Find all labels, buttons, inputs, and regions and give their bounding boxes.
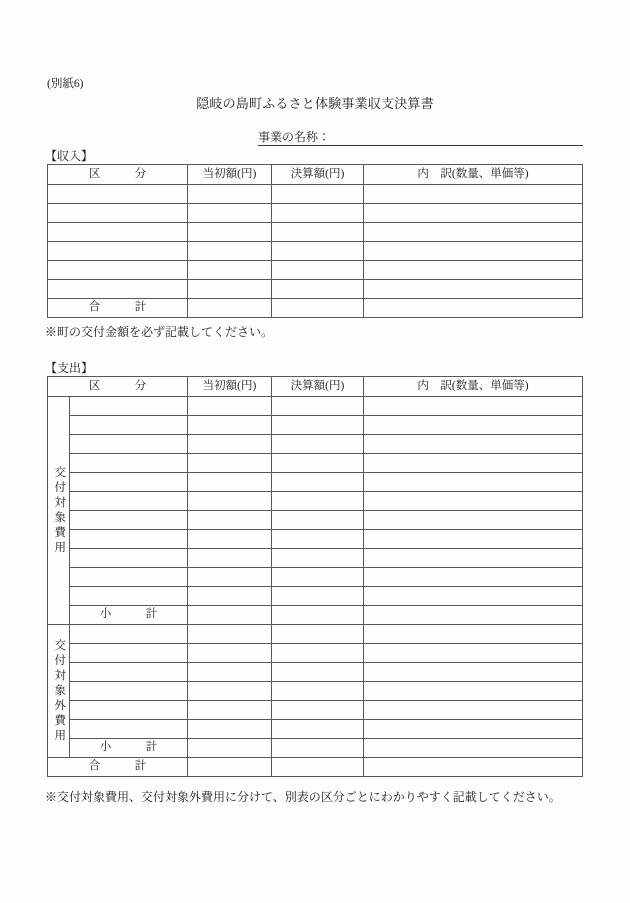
income-cell-initial-amount[interactable]: [188, 204, 272, 223]
expense-cell-settled-amount[interactable]: [272, 492, 364, 511]
expense-cell-kubun[interactable]: [70, 435, 188, 454]
table-row: [48, 587, 583, 606]
expense-subtotal-initial-amount[interactable]: [188, 606, 272, 625]
expense-cell-breakdown[interactable]: [364, 435, 583, 454]
expense-cell-kubun[interactable]: [70, 530, 188, 549]
expense-cell-kubun[interactable]: [70, 568, 188, 587]
expense-cell-breakdown[interactable]: [364, 416, 583, 435]
table-row: [48, 280, 583, 299]
expense-cell-kubun[interactable]: [70, 511, 188, 530]
income-cell-kubun[interactable]: [48, 280, 188, 299]
income-total-settled-amount[interactable]: [272, 299, 364, 318]
expense-cell-settled-amount[interactable]: [272, 644, 364, 663]
table-row: [48, 397, 583, 416]
income-cell-kubun[interactable]: [48, 223, 188, 242]
expense-cell-settled-amount[interactable]: [272, 435, 364, 454]
expense-cell-breakdown[interactable]: [364, 701, 583, 720]
table-row: [48, 549, 583, 568]
table-row: [48, 530, 583, 549]
expense-cell-initial-amount[interactable]: [188, 568, 272, 587]
table-row: [48, 242, 583, 261]
income-total-label: 合 計: [48, 299, 188, 318]
income-cell-kubun[interactable]: [48, 204, 188, 223]
table-row: [48, 416, 583, 435]
income-cell-breakdown[interactable]: [364, 185, 583, 204]
income-col-initial-amount: 当初額(円): [188, 165, 272, 185]
income-note: ※町の交付金額を必ず記載してください。: [45, 325, 274, 339]
income-col-kubun: 区 分: [48, 165, 188, 185]
expense-cell-kubun[interactable]: [70, 625, 188, 644]
page-title: 隠岐の島町ふるさと体験事業収支決算書: [196, 96, 434, 111]
expense-cell-initial-amount[interactable]: [188, 435, 272, 454]
expense-total-label: 合 計: [48, 758, 188, 777]
table-row: [48, 454, 583, 473]
expense-cell-settled-amount[interactable]: [272, 549, 364, 568]
expense-cell-kubun[interactable]: [70, 701, 188, 720]
expense-cell-kubun[interactable]: [70, 549, 188, 568]
expense-cell-breakdown[interactable]: [364, 454, 583, 473]
expense-cell-kubun[interactable]: [70, 682, 188, 701]
expense-cell-initial-amount[interactable]: [188, 682, 272, 701]
expense-cell-breakdown[interactable]: [364, 720, 583, 739]
income-cell-kubun[interactable]: [48, 242, 188, 261]
income-cell-initial-amount[interactable]: [188, 242, 272, 261]
expense-subtotal-initial-amount[interactable]: [188, 739, 272, 758]
expense-cell-breakdown[interactable]: [364, 511, 583, 530]
income-cell-breakdown[interactable]: [364, 280, 583, 299]
expense-cell-settled-amount[interactable]: [272, 530, 364, 549]
expense-cell-initial-amount[interactable]: [188, 663, 272, 682]
income-cell-settled-amount[interactable]: [272, 261, 364, 280]
expense-cell-settled-amount[interactable]: [272, 454, 364, 473]
expense-cell-breakdown[interactable]: [364, 625, 583, 644]
income-cell-initial-amount[interactable]: [188, 185, 272, 204]
income-col-breakdown: 内 訳(数量、単価等): [364, 165, 583, 185]
expense-group-label-eligible-text: 交付対象費用: [53, 465, 66, 556]
table-row: [48, 492, 583, 511]
expense-cell-initial-amount[interactable]: [188, 511, 272, 530]
expense-group-label-ineligible-text: 交付対象外費用: [53, 638, 66, 744]
expense-cell-initial-amount[interactable]: [188, 549, 272, 568]
expense-subtotal-label: 小 計: [70, 606, 188, 625]
expense-cell-kubun[interactable]: [70, 473, 188, 492]
project-name-field[interactable]: [258, 131, 583, 146]
expense-col-breakdown: 内 訳(数量、単価等): [364, 377, 583, 397]
table-row: [48, 682, 583, 701]
table-row: [48, 663, 583, 682]
table-row: [48, 185, 583, 204]
expense-cell-settled-amount[interactable]: [272, 682, 364, 701]
expense-subtotal-row-eligible: [48, 606, 583, 625]
expense-cell-breakdown[interactable]: [364, 682, 583, 701]
expense-cell-settled-amount[interactable]: [272, 587, 364, 606]
expense-col-kubun: 区 分: [48, 377, 188, 397]
attachment-number: (別紙6): [47, 78, 84, 90]
income-total-row: [48, 299, 583, 318]
income-section-caption: 【収入】: [45, 149, 94, 163]
expense-cell-initial-amount[interactable]: [188, 416, 272, 435]
expense-cell-settled-amount[interactable]: [272, 473, 364, 492]
expense-cell-breakdown[interactable]: [364, 473, 583, 492]
expense-cell-kubun[interactable]: [70, 644, 188, 663]
income-cell-breakdown[interactable]: [364, 242, 583, 261]
table-row: [48, 223, 583, 242]
expense-cell-initial-amount[interactable]: [188, 701, 272, 720]
expense-cell-kubun[interactable]: [70, 416, 188, 435]
income-cell-settled-amount[interactable]: [272, 185, 364, 204]
expense-cell-initial-amount[interactable]: [188, 492, 272, 511]
expense-cell-settled-amount[interactable]: [272, 720, 364, 739]
expense-cell-breakdown[interactable]: [364, 663, 583, 682]
expense-cell-initial-amount[interactable]: [188, 625, 272, 644]
income-total-breakdown[interactable]: [364, 299, 583, 318]
income-cell-breakdown[interactable]: [364, 223, 583, 242]
income-cell-breakdown[interactable]: [364, 261, 583, 280]
expense-total-initial-amount[interactable]: [188, 758, 272, 777]
expense-cell-breakdown[interactable]: [364, 568, 583, 587]
income-col-settled-amount: 決算額(円): [272, 165, 364, 185]
expense-cell-settled-amount[interactable]: [272, 511, 364, 530]
expense-subtotal-breakdown[interactable]: [364, 739, 583, 758]
income-cell-initial-amount[interactable]: [188, 261, 272, 280]
expense-cell-initial-amount[interactable]: [188, 720, 272, 739]
table-row: [48, 204, 583, 223]
expense-table-header-row: [48, 377, 583, 397]
income-total-initial-amount[interactable]: [188, 299, 272, 318]
expense-group-label-ineligible: [48, 625, 70, 758]
expense-cell-breakdown[interactable]: [364, 587, 583, 606]
table-row: [48, 720, 583, 739]
project-name-label: 事業の名称：: [258, 130, 331, 144]
expense-cell-initial-amount[interactable]: [188, 397, 272, 416]
expense-cell-breakdown[interactable]: [364, 492, 583, 511]
income-cell-breakdown[interactable]: [364, 204, 583, 223]
expense-cell-settled-amount[interactable]: [272, 701, 364, 720]
income-cell-initial-amount[interactable]: [188, 280, 272, 299]
expense-subtotal-breakdown[interactable]: [364, 606, 583, 625]
income-cell-settled-amount[interactable]: [272, 242, 364, 261]
expense-col-initial-amount: 当初額(円): [188, 377, 272, 397]
table-row: [48, 261, 583, 280]
expense-total-breakdown[interactable]: [364, 758, 583, 777]
expense-total-settled-amount[interactable]: [272, 758, 364, 777]
income-cell-settled-amount[interactable]: [272, 223, 364, 242]
expense-cell-kubun[interactable]: [70, 587, 188, 606]
expense-cell-breakdown[interactable]: [364, 397, 583, 416]
table-row: [48, 625, 583, 644]
expense-section-caption: 【支出】: [45, 361, 94, 375]
expense-cell-breakdown[interactable]: [364, 549, 583, 568]
table-row: [48, 511, 583, 530]
table-row: [48, 644, 583, 663]
table-row: [48, 473, 583, 492]
expense-subtotal-settled-amount[interactable]: [272, 606, 364, 625]
expense-cell-breakdown[interactable]: [364, 530, 583, 549]
expense-group-label-eligible: [48, 397, 70, 625]
table-row: [48, 701, 583, 720]
expense-cell-settled-amount[interactable]: [272, 397, 364, 416]
expense-cell-breakdown[interactable]: [364, 644, 583, 663]
income-cell-kubun[interactable]: [48, 261, 188, 280]
income-cell-settled-amount[interactable]: [272, 204, 364, 223]
income-cell-settled-amount[interactable]: [272, 280, 364, 299]
expense-cell-initial-amount[interactable]: [188, 473, 272, 492]
table-row: [48, 568, 583, 587]
expense-cell-settled-amount[interactable]: [272, 663, 364, 682]
expense-cell-initial-amount[interactable]: [188, 587, 272, 606]
expense-cell-kubun[interactable]: [70, 397, 188, 416]
expense-col-settled-amount: 決算額(円): [272, 377, 364, 397]
expense-cell-initial-amount[interactable]: [188, 644, 272, 663]
expense-cell-initial-amount[interactable]: [188, 454, 272, 473]
expense-total-row: [48, 758, 583, 777]
income-table: [47, 164, 583, 318]
expense-cell-kubun[interactable]: [70, 720, 188, 739]
expense-subtotal-settled-amount[interactable]: [272, 739, 364, 758]
income-cell-initial-amount[interactable]: [188, 223, 272, 242]
expense-cell-settled-amount[interactable]: [272, 625, 364, 644]
table-row: [48, 435, 583, 454]
expense-cell-kubun[interactable]: [70, 492, 188, 511]
expense-subtotal-row-ineligible: [48, 739, 583, 758]
income-table-header-row: [48, 165, 583, 185]
project-name-input[interactable]: [330, 131, 583, 143]
expense-cell-kubun[interactable]: [70, 663, 188, 682]
income-cell-kubun[interactable]: [48, 185, 188, 204]
expense-note: ※交付対象費用、交付対象外費用に分けて、別表の区分ごとにわかりやすく記載してください。: [45, 790, 561, 804]
expense-cell-settled-amount[interactable]: [272, 568, 364, 587]
expense-table: [47, 376, 583, 777]
expense-subtotal-label: 小 計: [70, 739, 188, 758]
expense-cell-initial-amount[interactable]: [188, 530, 272, 549]
expense-cell-kubun[interactable]: [70, 454, 188, 473]
expense-cell-settled-amount[interactable]: [272, 416, 364, 435]
